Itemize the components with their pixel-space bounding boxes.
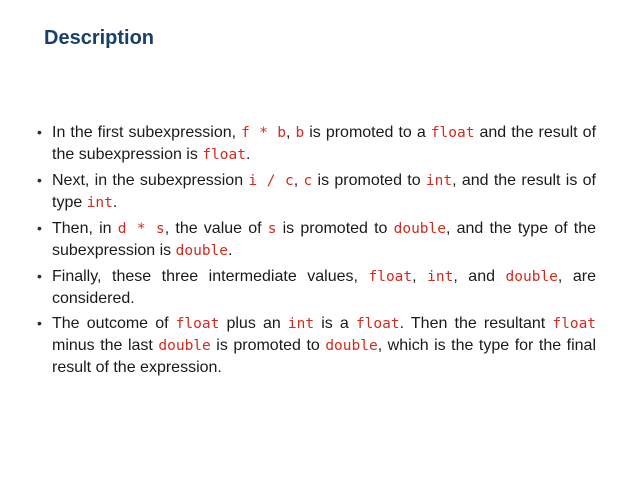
bullet-text: , the value of: [164, 220, 268, 237]
bullet-text: The outcome of: [52, 315, 176, 332]
bullet-item: [34, 170, 596, 214]
code-keyword: int: [86, 195, 113, 211]
code-keyword: float: [430, 125, 475, 141]
slide-title: Description: [44, 27, 155, 49]
bullet-text: , which is the type for the final result of the expression.: [52, 337, 596, 376]
bullet-text: ,: [285, 124, 296, 141]
bullet-text: is a: [314, 315, 356, 332]
bullet-text: , are considered.: [52, 268, 597, 307]
bullet-text: ,: [293, 172, 304, 189]
bullet-text: is promoted to: [210, 337, 326, 354]
bullet-text: plus an: [219, 315, 288, 332]
code-keyword: int: [425, 173, 453, 189]
bullet-item: [34, 218, 596, 262]
code-keyword: double: [393, 221, 446, 237]
code-keyword: d * s: [117, 221, 165, 237]
bullet-text: Next, in the subexpression: [52, 172, 249, 189]
bullet-text: ,: [412, 268, 428, 285]
bullet-text: .: [245, 146, 251, 163]
bullet-text: , and: [453, 268, 506, 285]
code-keyword: float: [175, 316, 220, 332]
bullet-dot-icon: •: [37, 172, 42, 188]
code-keyword: double: [325, 338, 378, 354]
code-keyword: float: [355, 316, 400, 332]
code-keyword: float: [202, 147, 246, 163]
code-keyword: b: [295, 125, 305, 141]
bullet-text: Finally, these three intermediate values,: [52, 268, 369, 285]
code-keyword: float: [552, 316, 597, 332]
bullet-text: .: [228, 242, 233, 259]
code-keyword: c: [303, 173, 313, 189]
bullet-dot-icon: •: [37, 220, 42, 236]
code-keyword: double: [175, 243, 229, 259]
bullet-text: In the first subexpression,: [52, 124, 242, 141]
bullet-item: [34, 313, 596, 378]
bullet-text: and the result of the subexpression is: [52, 124, 597, 163]
bullet-list: [34, 122, 596, 382]
bullet-text: is promoted to: [276, 220, 394, 237]
bullet-text: , and the result is of type: [52, 172, 596, 211]
bullet-dot-icon: •: [37, 315, 42, 331]
code-keyword: s: [267, 221, 277, 237]
code-keyword: int: [287, 316, 315, 332]
code-keyword: double: [505, 269, 558, 285]
bullet-item: [34, 122, 596, 166]
code-keyword: f * b: [241, 125, 286, 141]
bullet-text: , and the type of the subexpression is: [52, 220, 597, 259]
bullet-text: is promoted to a: [304, 124, 431, 141]
bullet-text: Then, in: [52, 220, 118, 237]
bullet-text: minus the last: [52, 337, 159, 354]
bullet-dot-icon: •: [37, 124, 42, 140]
bullet-text: .: [112, 194, 118, 211]
bullet-text: is promoted to: [312, 172, 426, 189]
bullet-item: [34, 266, 596, 309]
bullet-text: . Then the resultant: [399, 315, 553, 332]
code-keyword: int: [427, 269, 454, 285]
code-keyword: double: [158, 338, 211, 354]
code-keyword: i / c: [248, 173, 294, 189]
bullet-dot-icon: •: [37, 268, 42, 284]
code-keyword: float: [368, 269, 413, 285]
